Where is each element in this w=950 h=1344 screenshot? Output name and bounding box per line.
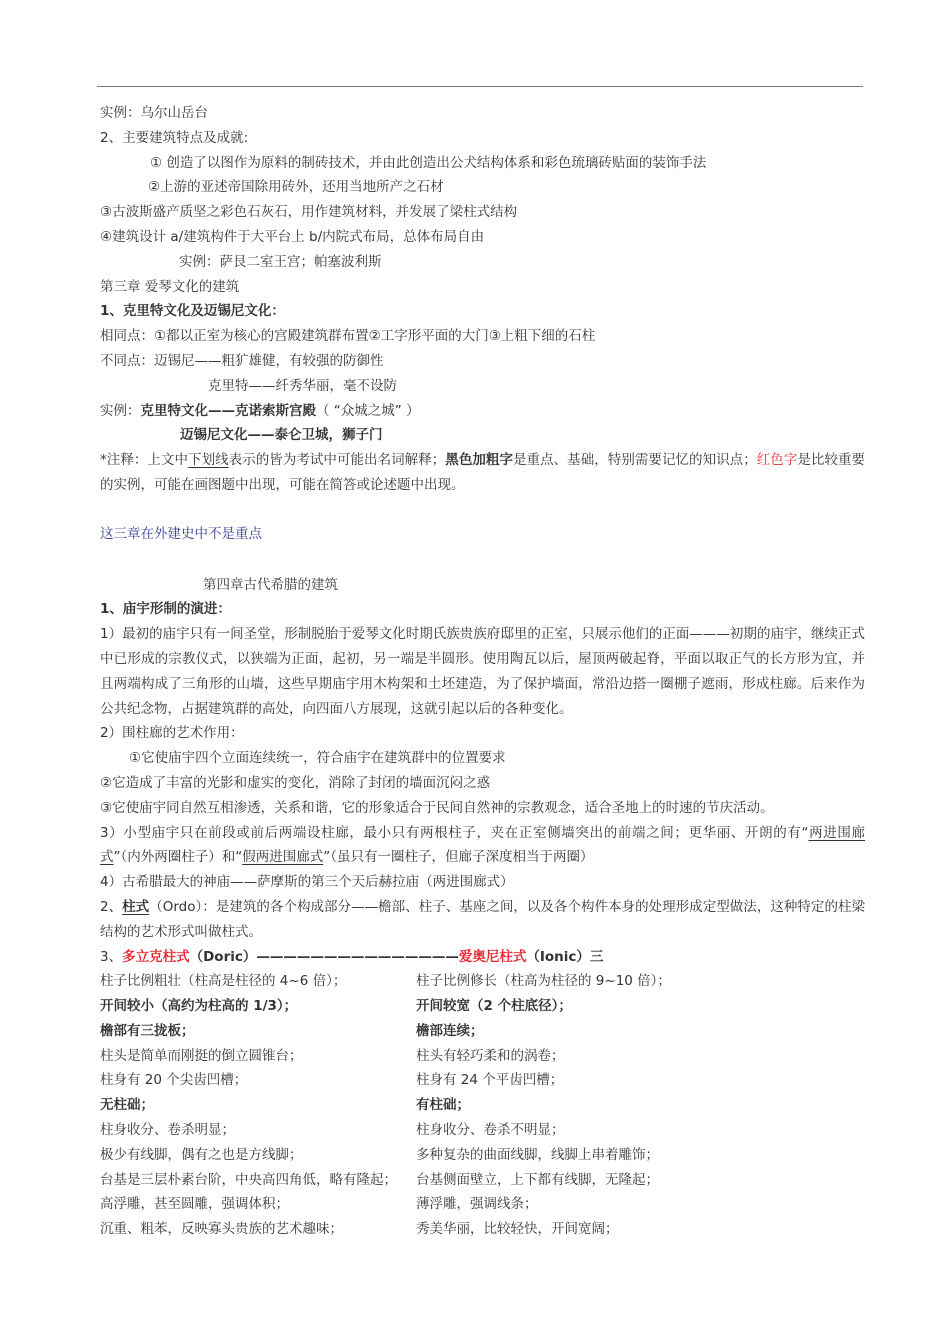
chapter-4-title: 第四章古代希腊的建筑 [203, 576, 338, 593]
term-pseudo-dipteral: 假两进围廊式 [242, 849, 324, 866]
compare-row [100, 1068, 865, 1093]
ionic-cell: 有柱础； [416, 1097, 470, 1114]
doric-cell: 极少有线脚，偶有之也是方线脚； [100, 1146, 303, 1163]
doric-cell: 柱子比例粗壮（柱高是柱径的 4~6 倍）； [100, 973, 347, 990]
compare-row [100, 1217, 865, 1242]
ionic-cell: 柱头有轻巧柔和的涡卷； [416, 1047, 565, 1064]
colonnade-effect-1: ①它使庙宇四个立面连续统一，符合庙宇在建筑群中的位置要求 [129, 750, 506, 767]
differences: 不同点：迈锡尼——粗犷雄健，有较强的防御性 [100, 352, 384, 369]
doric-cell: 柱身收分、卷杀明显； [100, 1122, 235, 1139]
p3-text: ”（虽只有一圈柱子，但廊子深度相当于两圈） [323, 849, 594, 866]
doric-order-title: 多立克柱式 [122, 948, 190, 965]
compare-row [100, 1168, 865, 1193]
knossos-palace: 克里特文化——克诺索斯宫殿 [140, 402, 316, 419]
point-4: ④建筑设计 a/建筑构件于大平台上 b/内院式布局，总体布局自由 [100, 228, 485, 245]
compare-row [100, 1143, 865, 1168]
ionic-cell: 柱身收分、卷杀不明显； [416, 1122, 565, 1139]
doric-cell: 高浮雕，甚至圆雕，强调体积； [100, 1196, 289, 1213]
note-bold: 黑色加粗字 [445, 452, 514, 469]
not-key-remark: 这三章在外建史中不是重点 [100, 525, 262, 542]
compare-row [100, 1118, 865, 1143]
doric-cell: 柱头是简单而刚挺的倒立圆锥台； [100, 1047, 303, 1064]
example-mycenae: 迈锡尼文化——泰仑卫城，狮子门 [180, 427, 383, 444]
example-palaces: 实例：萨艮二室王宫；帕塞波利斯 [179, 253, 382, 270]
paragraph-1: 1）最初的庙宇只有一间圣堂，形制脱胎于爱琴文化时期氏族贵族府邸里的正室，只展示他们的正面———初期的庙宇，继续正式中已形成的宗教仪式，以狭端为正面，起初，另一端是半圆形。使用陶瓦以后，屋顶两破起脊，平面以取正气的长方形为宜，并且两端构成了三角形的山墙，这些早期庙宇用木构架和土坯建造，为了保护墙面，常沿边搭一圈棚子遮雨，形成柱廊。后来作为公共纪念物，占据建筑群的高处，向四面八方展现，这就引起以后的各种变化。 [100, 626, 865, 717]
differences-crete: 克里特——纤秀华丽，毫不设防 [208, 377, 397, 394]
ionic-cell: 檐部连续； [416, 1022, 484, 1039]
note-underline: 下划线 [188, 452, 229, 469]
ionic-cell: 柱子比例修长（柱高为柱径的 9~10 倍）； [416, 973, 671, 990]
doric-cell: 沉重、粗苯，反映寡头贵族的艺术趣味； [100, 1221, 343, 1238]
ionic-order-title: 爱奥尼柱式 [458, 948, 527, 965]
doric-cell: 无柱础； [100, 1097, 154, 1114]
doric-cell: 檐部有三拢板； [100, 1022, 195, 1039]
doric-cell: 开间较小（高约为柱高的 1/3）； [100, 998, 298, 1015]
note-red: 红色字 [756, 452, 798, 469]
header-rule [97, 86, 863, 87]
section-crete-mycenae: 1、克里特文化及迈锡尼文化： [100, 303, 285, 320]
note-text: 是比较重要的实例，可能在画图题中出现，可能在简答或论述题中出现。 [100, 452, 866, 493]
compare-row [100, 1044, 865, 1069]
point-1: ① 创造了以图作为原料的制砖技术，并由此创造出公犬结构体系和彩色琉璃砖贴面的装饰手法 [150, 154, 707, 171]
compare-row [100, 969, 865, 994]
compare-row [100, 1019, 865, 1044]
term-dipteral: 两进围廊式 [100, 824, 865, 866]
colonnade-effect-3: ③它使庙宇同自然互相渗透，关系和谐，它的形象适合于民间自然神的宗教观念，适合圣地上的时速的节庆活动。 [100, 799, 774, 816]
ionic-latin: （Ionic）三 [526, 948, 604, 965]
note-paragraph [100, 448, 865, 498]
ionic-cell: 多种复杂的曲面线脚，线脚上串着雕饰； [416, 1146, 659, 1163]
p3-text: ”（内外两圈柱子）和“ [113, 849, 243, 866]
section-order [100, 895, 865, 945]
ionic-cell: 开间较宽（2 个柱底径）； [416, 998, 572, 1015]
point-3: ③古波斯盛产质坚之彩色石灰石，用作建筑材料，并发展了梁柱式结构 [100, 204, 518, 221]
ionic-cell: 秀美华丽，比较轻快，开间宽阔； [416, 1221, 619, 1238]
doric-cell: 柱身有 20 个尖齿凹槽； [100, 1072, 248, 1089]
term-order: 柱式 [122, 898, 150, 915]
paragraph-4: 4）古希腊最大的神庙——萨摩斯的第三个天后赫拉庙（两进围廊式） [100, 874, 514, 891]
compare-dash: ——————————————— [256, 948, 459, 965]
ionic-cell: 柱身有 24 个平齿凹槽； [416, 1072, 564, 1089]
p3-text: 3）小型庙宇只在前段或前后两端设柱廊，最小只有两根柱子，夹在正室侧墙突出的前端之间；更华丽、开朗的有“ [100, 824, 809, 841]
chapter-3-title: 第三章 爱琴文化的建筑 [100, 278, 240, 295]
paragraph-3 [100, 821, 865, 871]
note-text: 是重点、基础，特别需要记忆的知识点； [513, 452, 757, 469]
section-heading-2: 2、主要建筑特点及成就: [100, 129, 249, 146]
example-label: 实例： [100, 402, 141, 419]
order-definition: （Ordo）：是建筑的各个构成部分——檐部、柱子、基座之间，以及各个构件本身的处理形成定型做法，这种特定的柱梁结构的艺术形式叫做柱式。 [100, 898, 865, 940]
example-ur-ziggurat: 实例：乌尔山岳台 [100, 105, 208, 121]
doric-cell: 台基是三层朴素台阶，中央高四角低，略有隆起； [100, 1171, 397, 1188]
city-of-cities: （ “众城之城” ） [316, 402, 420, 419]
order-number: 2、 [100, 898, 123, 915]
compare-number: 3、 [100, 948, 123, 965]
ionic-cell: 台基侧面壁立，上下都有线脚，无隆起； [416, 1171, 659, 1188]
note-text: 表示的皆为考试中可能出名词解释； [228, 452, 446, 469]
note-text: *注释：上文中 [100, 452, 189, 469]
example-crete [100, 399, 865, 424]
document-body [100, 101, 865, 1242]
paragraph-2-heading: 2）围柱廊的艺术作用： [100, 725, 244, 742]
ionic-cell: 薄浮雕，强调线条； [416, 1196, 538, 1213]
compare-row [100, 994, 865, 1019]
section-orders-compare [100, 945, 865, 970]
doric-ionic-comparison [100, 969, 865, 1242]
colonnade-effect-2: ②它造成了丰富的光影和虚实的变化，消除了封闭的墙面沉闷之惑 [100, 774, 491, 791]
section-temple-evolution: 1、庙宇形制的演进： [100, 601, 231, 618]
compare-row [100, 1192, 865, 1217]
similarities: 相同点：①都以正室为核心的宫殿建筑群布置②工字形平面的大门③上粗下细的石柱 [100, 328, 596, 345]
doric-latin: （Doric） [189, 948, 257, 965]
point-2: ②上游的亚述帝国除用砖外，还用当地所产之石材 [148, 179, 444, 196]
compare-row [100, 1093, 865, 1118]
